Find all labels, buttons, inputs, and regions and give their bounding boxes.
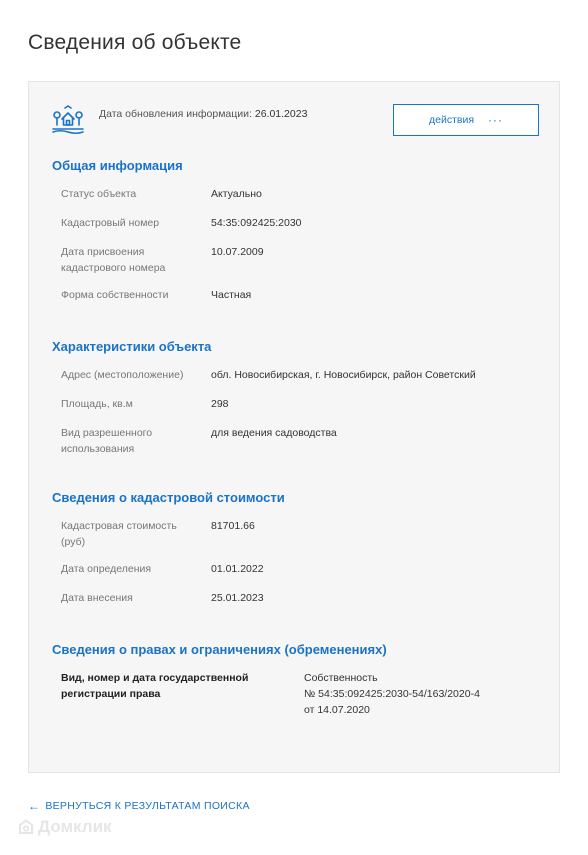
domclick-logo-icon — [18, 819, 34, 835]
row-label: Дата определения — [61, 563, 152, 575]
watermark — [18, 817, 112, 837]
watermark-text: Домклик — [38, 817, 112, 836]
rights-value — [304, 670, 534, 718]
row-label: Вид разрешенного использования — [61, 427, 153, 455]
row-value: Частная — [211, 289, 252, 301]
row-value: 298 — [211, 398, 229, 410]
row-value: 25.01.2023 — [211, 592, 264, 604]
actions-button-label: действия — [428, 114, 475, 126]
row-value: для ведения садоводства — [211, 427, 337, 439]
section-title-cost: Сведения о кадастровой стоимости — [52, 490, 285, 505]
row-label: Статус объекта — [61, 188, 137, 200]
actions-button[interactable] — [393, 104, 539, 136]
row-value: 01.01.2022 — [211, 563, 264, 575]
section-title-rights: Сведения о правах и ограничениях (обременениях) — [52, 642, 387, 657]
rights-label: Вид, номер и дата государственной регистрации права — [61, 672, 249, 700]
page-title: Сведения об объекте — [28, 31, 242, 54]
arrow-left-icon: ← — [28, 799, 41, 813]
rights-type: Собственность — [304, 672, 378, 684]
row-label: Кадастровая стоимость (руб) — [61, 520, 177, 548]
row-label: Дата присвоения кадастрового номера — [61, 246, 166, 274]
row-value: Актуально — [211, 188, 262, 200]
rights-number: № 54:35:092425:2030-54/163/2020-4 — [304, 688, 480, 700]
row-value: 10.07.2009 — [211, 246, 264, 258]
row-label: Площадь, кв.м — [61, 398, 133, 410]
update-date: 26.01.2023 — [254, 108, 308, 120]
section-title-characteristics: Характеристики объекта — [52, 339, 212, 354]
row-label: Форма собственности — [61, 289, 169, 301]
rights-date: от 14.07.2020 — [304, 704, 370, 716]
row-value: 81701.66 — [211, 520, 255, 532]
row-label: Кадастровый номер — [61, 217, 160, 229]
update-info — [99, 108, 307, 120]
back-to-results-link[interactable] — [28, 799, 250, 813]
more-dots-icon: ··· — [488, 113, 504, 127]
row-value: обл. Новосибирская, г. Новосибирск, район Советский — [211, 369, 476, 381]
object-info-card — [28, 81, 560, 773]
back-link-label: ВЕРНУТЬСЯ К РЕЗУЛЬТАТАМ ПОИСКА — [45, 800, 250, 812]
update-label: Дата обновления информации: — [99, 108, 252, 120]
section-title-general: Общая информация — [52, 158, 183, 173]
row-label: Адрес (местоположение) — [61, 369, 184, 381]
house-trees-icon — [51, 105, 85, 135]
row-label: Дата внесения — [61, 592, 133, 604]
row-value: 54:35:092425:2030 — [211, 217, 302, 229]
